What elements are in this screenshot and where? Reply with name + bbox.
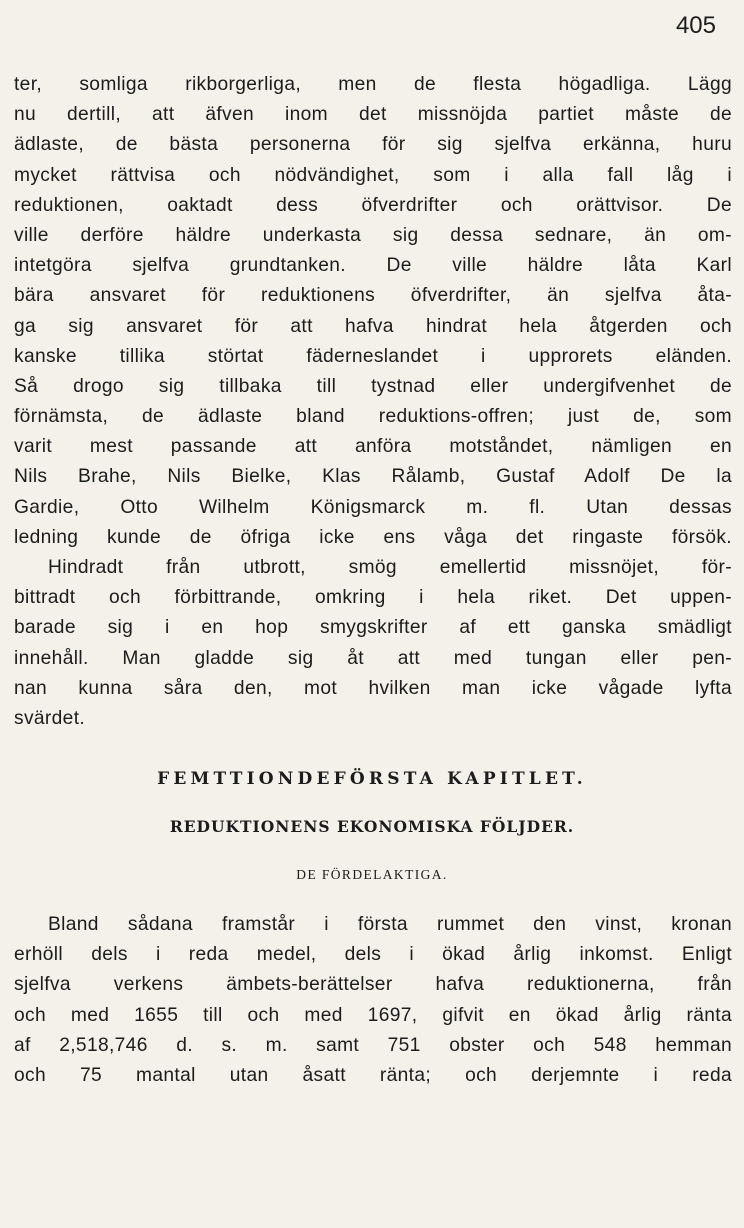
text-line: reduktionen, oaktadt dess öfverdrifter och orättvisor. De <box>14 194 732 216</box>
text-line: Nils Brahe, Nils Bielke, Klas Rålamb, Gustaf Adolf De la <box>14 466 732 488</box>
text-line: sjelfva verkens ämbets-berättelser hafva reduktionerna, från <box>14 974 732 996</box>
text-line: bära ansvaret för reduktionens öfverdrifter, än sjelfva åta- <box>14 285 732 307</box>
text-line: nu dertill, att äfven inom det missnöjda partiet måste de <box>14 104 732 126</box>
text-line: Hindradt från utbrott, smög emellertid missnöjet, för- <box>48 557 732 578</box>
text-line: och 75 mantal utan åsatt ränta; och derjemnte i reda <box>14 1064 732 1086</box>
text-line: erhöll dels i reda medel, dels i ökad årlig inkomst. Enligt <box>14 944 732 966</box>
paragraph-2 <box>14 910 732 1091</box>
text-line: intetgöra sjelfva grundtanken. De ville häldre låta Karl <box>14 255 732 277</box>
text-line: varit mest passande att anföra motståndet, nämligen en <box>14 436 732 458</box>
text-line: kanske tillika störtat fäderneslandet i upprorets eländen. <box>14 345 732 367</box>
text-line: innehåll. Man gladde sig åt att med tungan eller pen- <box>14 647 732 669</box>
text-line: Så drogo sig tillbaka till tystnad eller undergifvenhet de <box>14 375 732 397</box>
text-line: mycket rättvisa och nödvändighet, som i alla fall låg i <box>14 164 732 186</box>
text-line: ledning kunde de öfriga icke ens våga det ringaste försök. <box>14 526 732 548</box>
chapter-heading: REDUKTIONENS EKONOMISKA FÖLJDER. <box>169 817 575 836</box>
text-line: svärdet. <box>14 707 86 729</box>
text-line: ga sig ansvaret för att hafva hindrat hela åtgerden och <box>14 315 732 337</box>
text-line: nan kunna såra den, mot hvilken man icke vågade lyfta <box>14 677 732 699</box>
text-line: och med 1655 till och med 1697, gifvit en ökad årlig ränta <box>14 1004 732 1026</box>
text-line: ädlaste, de bästa personerna för sig sjelfva erkänna, huru <box>14 134 732 156</box>
page-number: 405 <box>675 12 716 39</box>
text-line: af 2,518,746 d. s. m. samt 751 obster och 548 hemman <box>14 1034 732 1056</box>
text-line: barade sig i en hop smygskrifter af ett ganska smädligt <box>14 617 732 639</box>
text-line: Gardie, Otto Wilhelm Königsmarck m. fl. Utan dessas <box>14 496 732 518</box>
chapter-title: FEMTTIONDEFÖRSTA KAPITLET. <box>157 769 587 789</box>
chapter-subheading: DE FÖRDELAKTIGA. <box>296 867 448 882</box>
paragraph-1 <box>14 70 732 734</box>
text-line: ville derföre häldre underkasta sig dessa sednare, än om- <box>14 224 732 246</box>
text-line: Bland sådana framstår i första rummet den vinst, kronan <box>48 914 732 935</box>
text-line: bittradt och förbittrande, omkring i hela riket. Det uppen- <box>14 587 732 609</box>
text-line: ter, somliga rikborgerliga, men de flesta högadliga. Lägg <box>14 74 732 95</box>
text-line: förnämsta, de ädlaste bland reduktions-offren; just de, som <box>14 406 732 428</box>
